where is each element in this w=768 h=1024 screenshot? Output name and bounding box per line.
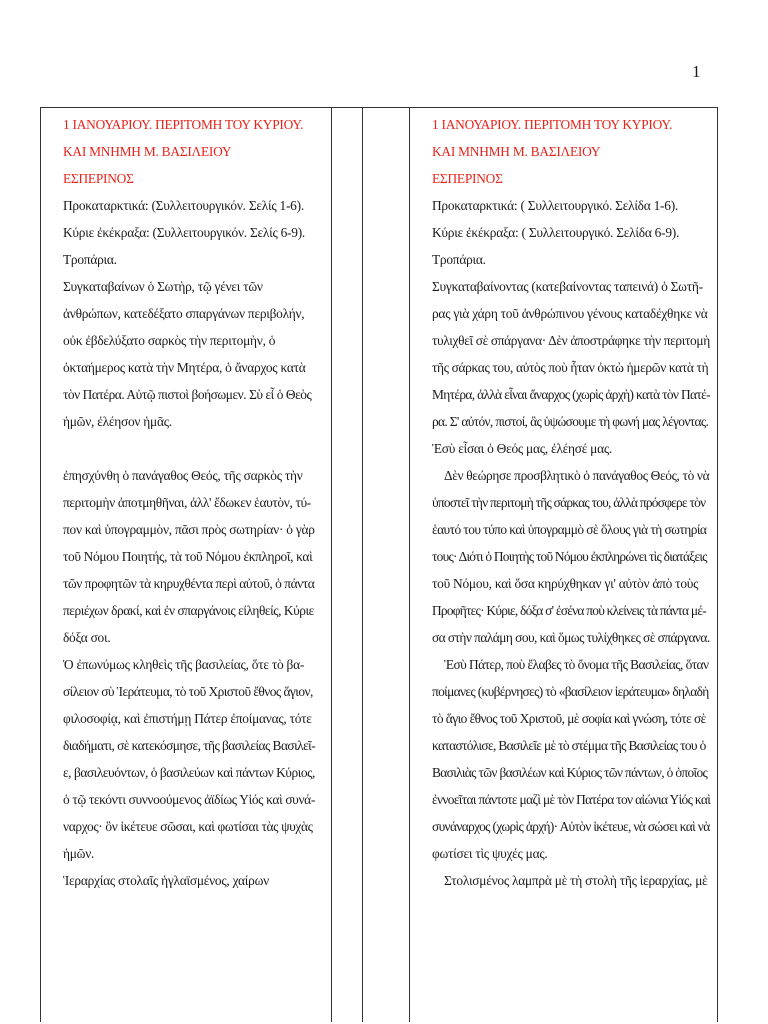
right-text-line: ΚΑΙ ΜΝΗΜΗ Μ. ΒΑΣΙΛΕΙΟΥ — [432, 144, 601, 159]
right-text-line: ἑαυτό του τύπο καὶ ὑπογραμμὸ σὲ ὅλους γιὰ τὴ σωτηρία — [432, 522, 707, 537]
left-text-line: τοῦ Νόμου Ποιητής, τὰ τοῦ Νόμου ἐκπληροῖ, καὶ — [63, 549, 313, 564]
right-text-line: σα στὴν παλάμη σου, καὶ ὅμως τυλίχθηκες σὲ σπάργανα. — [432, 630, 710, 645]
right-text-line: Ἐσὺ εἶσαι ὁ Θεός μας, ἐλέησέ μας. — [432, 441, 613, 456]
left-text-line: Κύριε ἐκέκραξα: (Συλλειτουργικόν. Σελίς 6-9). — [63, 225, 306, 240]
left-text-line: δόξα σοι. — [63, 630, 111, 645]
left-column-ancient-text — [63, 111, 315, 894]
left-text-line — [63, 435, 315, 462]
right-text-line: συνάναρχος (χωρὶς ἀρχή)· Αὐτὸν ἱκέτευε, νὰ σώσει καὶ νὰ — [432, 819, 710, 834]
left-text-line: πον καὶ ὑπογραμμὸν, πᾶσι πρὸς σωτηρίαν· ὁ γὰρ — [63, 522, 315, 537]
right-text-line: ρας γιὰ χάρη τοῦ ἀνθρώπινου γένους καταδέχθηκε νὰ — [432, 306, 708, 321]
right-text-line: ρα. Σ' αὐτόν, πιστοί, ἂς ὑψώσουμε τὴ φωνή μας λέγοντας. — [432, 414, 709, 429]
left-text-line: Προκαταρκτικά: (Συλλειτουργικόν. Σελίς 1-6). — [63, 198, 304, 213]
left-text-line: Τροπάρια. — [63, 252, 117, 267]
right-text-line: Τροπάρια. — [432, 252, 486, 267]
left-text-line: ὁ τῷ τεκόντι συννοούμενος ἀϊδίως Υἱός καὶ συνά- — [63, 792, 315, 807]
right-text-line: Στολισμένος λαμπρὰ μὲ τὴ στολὴ τῆς ἱεραρχίας, μὲ — [444, 873, 708, 888]
left-text-line: ναρχος· ὃν ἱκέτευε σῶσαι, καὶ φωτίσαι τὰς ψυχὰς — [63, 819, 313, 834]
left-text-line: ἡμῶν, ἐλέησον ἡμᾶς. — [63, 414, 172, 429]
left-text-line: τὸν Πατέρα. Αὐτῷ πιστοὶ βοήσωμεν. Σὺ εἶ ὁ Θεὸς — [63, 387, 312, 402]
left-text-line: Ὁ ἐπωνύμως κληθεὶς τῆς βασιλείας, ὅτε τὸ βα- — [63, 657, 305, 672]
left-text-line: περιτομὴν ἀποτμηθῆναι, ἀλλ' ἔδωκεν ἑαυτὸν, τύ- — [63, 495, 311, 510]
right-text-line: Προκαταρκτικά: ( Συλλειτουργικό. Σελίδα 1-6). — [432, 198, 679, 213]
left-text-line: ΚΑΙ ΜΝΗΜΗ Μ. ΒΑΣΙΛΕΙΟΥ — [63, 144, 232, 159]
left-text-line: ΕΣΠΕΡΙΝΟΣ — [63, 171, 134, 186]
right-text-line: τῆς σάρκας του, αὐτὸς ποὺ ἦταν ὀκτὼ ἡμερῶν κατὰ τὴ — [432, 360, 709, 375]
left-text-line: τῶν προφητῶν τὰ κηρυχθέντα περὶ αὐτοῦ, ὁ πάντα — [63, 576, 315, 591]
left-text-line: ὀκταήμερος κατὰ τὴν Μητέρα, ὁ ἄναρχος κατὰ — [63, 360, 306, 375]
right-text-line: ἐννοεῖται πάντοτε μαζὶ μὲ τὸν Πατέρα τον αἰώνια Υἱός καὶ — [432, 792, 711, 807]
column-divider-1 — [331, 107, 332, 1022]
right-text-line: τους· Διότι ὁ Ποιητὴς τοῦ Νόμου ἐκπληρώνει τὶς διατάξεις — [432, 549, 707, 564]
left-text-line: οὐκ ἐβδελύξατο σαρκὸς τὴν περιτομὴν, ὁ — [63, 333, 276, 348]
left-text-line: ἐπησχύνθη ὁ πανάγαθος Θεός, τῆς σαρκὸς τὴν — [63, 468, 303, 483]
column-divider-3 — [409, 107, 410, 1022]
left-text-line: διαδήματι, σὲ κατεκόσμησε, τῆς βασιλείας Βασιλεῖ- — [63, 738, 316, 753]
left-text-line: σίλειον σὺ Ἱεράτευμα, τὸ τοῦ Χριστοῦ ἔθνος ἅγιον, — [63, 684, 313, 699]
left-text-line: ε, βασιλευόντων, ὁ βασιλεύων καὶ πάντων Κύριος, — [63, 765, 315, 780]
right-text-line: Προφῆτες· Κύριε, δόξα σ' ἐσένα ποὺ κλείνεις τὰ πάντα μέ- — [432, 603, 706, 618]
right-text-line: Δὲν θεώρησε προσβλητικὸ ὁ πανάγαθος Θεός, τὸ νὰ — [444, 468, 710, 483]
left-text-line: Ἱεραρχίας στολαῖς ἡγλαϊσμένος, χαίρων — [63, 873, 269, 888]
left-text-line: περιέχων δρακί, καὶ ἐν σπαργάνοις εἰληθείς, Κύριε — [63, 603, 314, 618]
column-divider-2 — [362, 107, 363, 1022]
right-text-line: 1 ΙΑΝΟΥΑΡΙΟΥ. ΠΕΡΙΤΟΜΗ ΤΟΥ ΚΥΡΙΟΥ. — [432, 117, 673, 132]
right-text-line: Συγκαταβαίνοντας (κατεβαίνοντας ταπεινά) ὁ Σωτῆ- — [432, 279, 703, 294]
right-text-line: Βασιλιὰς τῶν βασιλέων καὶ Κύριος τῶν πάντων, ὁ ὁποῖος — [432, 765, 708, 780]
right-text-line: Μητέρα, ἀλλὰ εἶναι ἄναρχος (χωρὶς ἀρχὴ) κατὰ τὸν Πατέ- — [432, 387, 710, 402]
right-text-line: Κύριε ἐκέκραξα: ( Συλλειτουργικό. Σελίδα 6-9). — [432, 225, 680, 240]
left-text-line: ἡμῶν. — [63, 846, 95, 861]
left-text-line: ἀνθρώπων, κατεδέξατο σπαργάνων περιβολήν, — [63, 306, 305, 321]
right-text-line: τυλιχθεῖ σὲ σπάργανα· Δὲν ἀποστράφηκε τὴν περιτομὴ — [432, 333, 710, 348]
right-text-line: φωτίσει τὶς ψυχές μας. — [432, 846, 548, 861]
right-text-line: καταστόλισε, Βασιλεῖε μὲ τὸ στέμμα τῆς Βασιλείας του ὁ — [432, 738, 706, 753]
left-text-line: Συγκαταβαίνων ὁ Σωτὴρ, τῷ γένει τῶν — [63, 279, 263, 294]
page-number: 1 — [692, 62, 701, 81]
left-text-line: φιλοσοφίᾳ, καὶ ἐπιστήμῃ Πάτερ ἐποίμανας, τότε — [63, 711, 312, 726]
left-text-line: 1 ΙΑΝΟΥΑΡΙΟΥ. ΠΕΡΙΤΟΜΗ ΤΟΥ ΚΥΡΙΟΥ. — [63, 117, 304, 132]
right-text-line: Ἐσὺ Πάτερ, ποὺ ἔλαβες τὸ ὄνομα τῆς Βασιλείας, ὅταν — [444, 657, 709, 672]
right-column-modern-translation — [432, 111, 710, 894]
right-text-line: ΕΣΠΕΡΙΝΟΣ — [432, 171, 503, 186]
right-text-line: ὑποστεῖ τὴν περιτομὴ τῆς σάρκας του, ἀλλὰ πρόσφερε τὸν — [432, 495, 706, 510]
right-text-line: τοῦ Νόμου, καὶ ὅσα κηρύχθηκαν γι' αὐτὸν ἀπὸ τοὺς — [432, 576, 699, 591]
right-text-line: τὸ ἅγιο ἔθνος τοῦ Χριστοῦ, μὲ σοφία καὶ γνώση, τότε σὲ — [432, 711, 706, 726]
right-text-line: ποίμανες (κυβέρνησες) τὸ «βασίλειον ἱεράτευμα» δηλαδὴ — [432, 684, 709, 699]
